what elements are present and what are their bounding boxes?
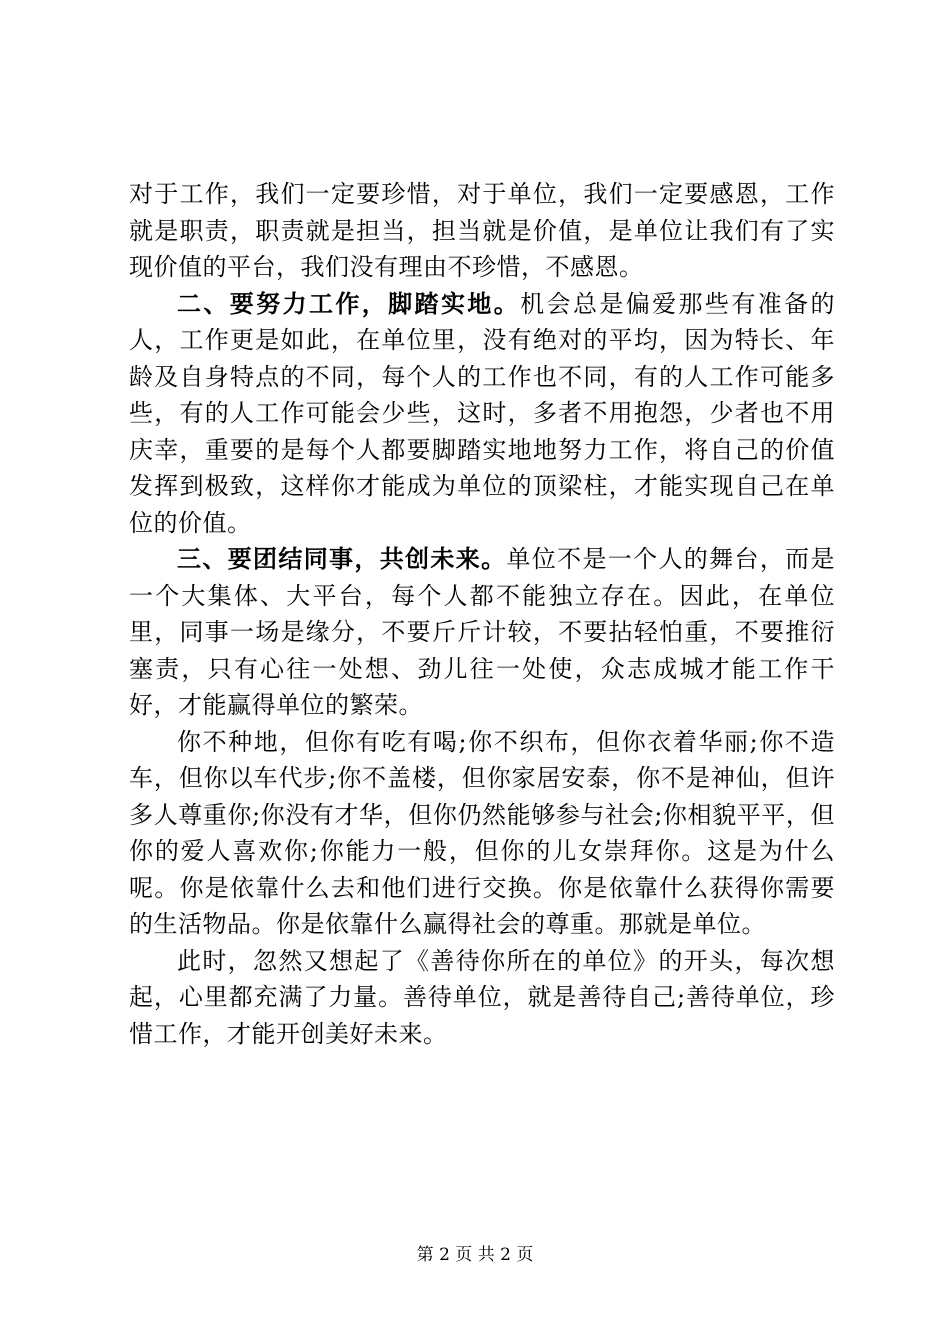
document-body [129, 176, 835, 1052]
paragraph-2-heading: 二、要努力工作，脚踏实地。 [177, 289, 521, 318]
paragraph-2-text: 机会总是偏爱那些有准备的人，工作更是如此，在单位里，没有绝对的平均，因为特长、年龄及自身特点的不同，每个人的工作也不同，有的人工作可能多些，有的人工作可能会少些，这时，多者不用抱怨，少者也不用庆幸，重要的是每个人都要脚踏实地地努力工作，将自己的价值发挥到极致，这样你才能成为单位的顶梁柱，才能实现自己在单位的价值。 [129, 289, 836, 537]
paragraph-3 [129, 541, 835, 724]
paragraph-4 [129, 724, 835, 943]
paragraph-5-text: 此时，忽然又想起了《善待你所在的单位》的开头，每次想起，心里都充满了力量。善待单位，就是善待自己;善待单位，珍惜工作，才能开创美好未来。 [129, 946, 835, 1048]
paragraph-4-text: 你不种地，但你有吃有喝;你不织布，但你衣着华丽;你不造车，但你以车代步;你不盖楼，但你家居安泰，你不是神仙，但许多人尊重你;你没有才华，但你仍然能够参与社会;你相貌平平，但你的爱人喜欢你;你能力一般，但你的儿女崇拜你。这是为什么呢。你是依靠什么去和他们进行交换。你是依靠什么获得你需要的生活物品。你是依靠什么赢得社会的尊重。那就是单位。 [129, 727, 835, 938]
paragraph-2 [129, 286, 835, 542]
paragraph-1 [129, 176, 835, 286]
page-number-label: 第 2 页 共 2 页 [416, 1245, 534, 1265]
paragraph-3-text: 单位不是一个人的舞台，而是一个大集体、大平台，每个人都不能独立存在。因此，在单位里，同事一场是缘分，不要斤斤计较，不要拈轻怕重，不要推衍塞责，只有心往一处想、劲儿往一处使，众志成城才能工作干好，才能赢得单位的繁荣。 [129, 545, 836, 719]
paragraph-1-text: 对于工作，我们一定要珍惜，对于单位，我们一定要感恩，工作就是职责，职责就是担当，担当就是价值，是单位让我们有了实现价值的平台，我们没有理由不珍惜，不感恩。 [129, 180, 835, 281]
paragraph-3-heading: 三、要团结同事，共创未来。 [177, 545, 507, 573]
paragraph-5 [129, 943, 835, 1053]
page-footer [0, 1243, 950, 1267]
